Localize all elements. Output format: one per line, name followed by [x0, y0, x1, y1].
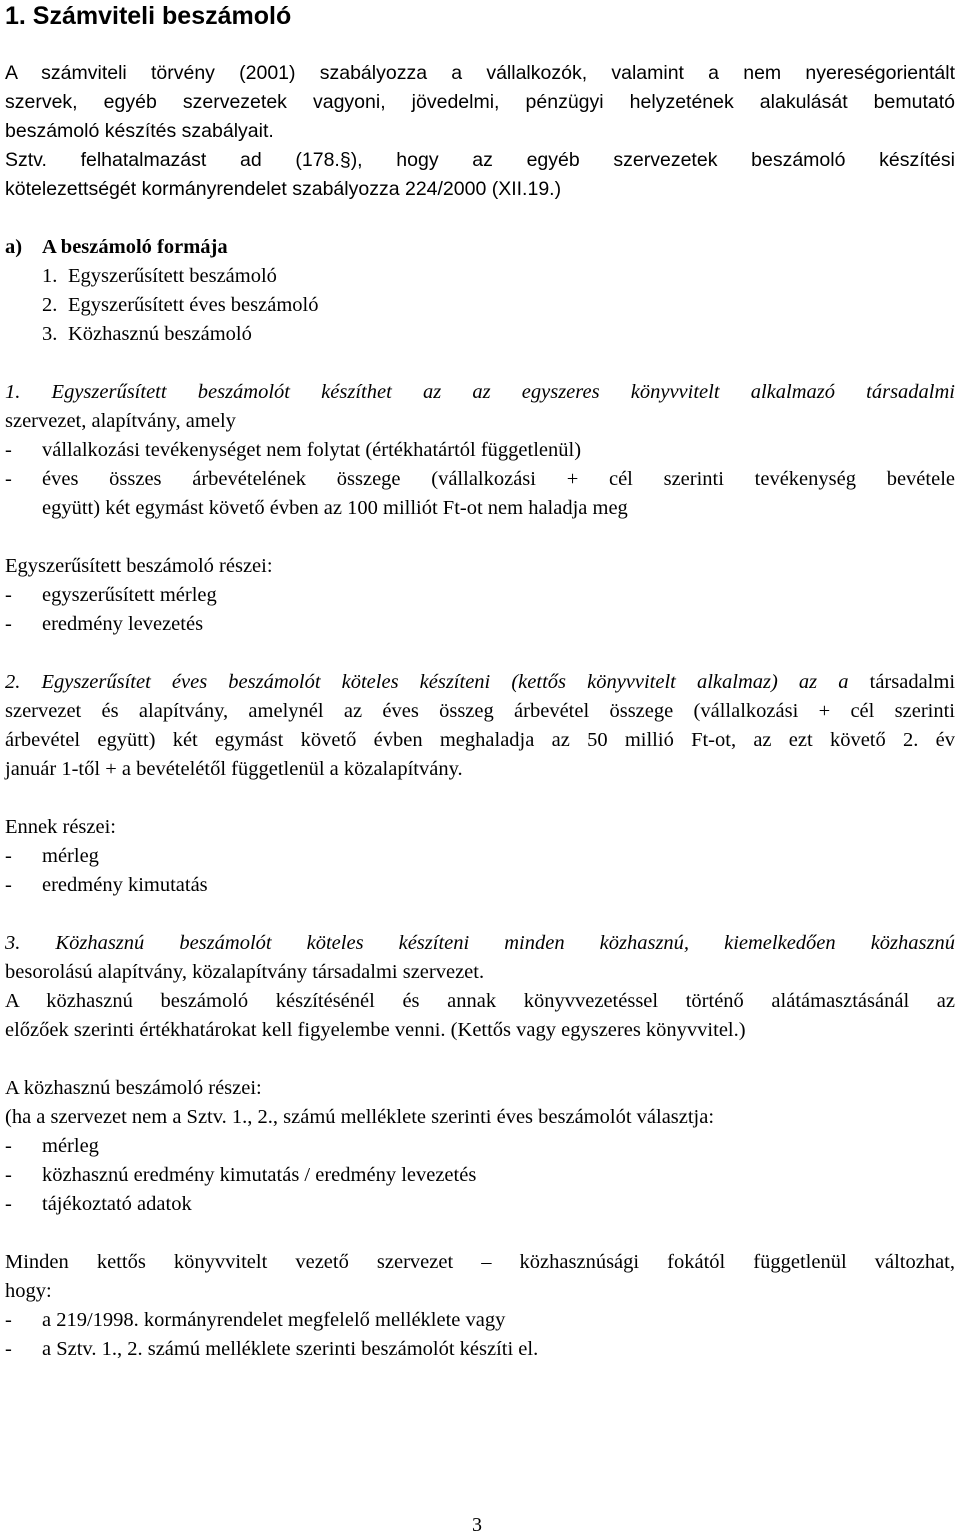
- dash-marker: -: [5, 845, 12, 867]
- intro-line-4: Sztv. felhatalmazást ad (178.§), hogy az egyéb szervezetek beszámoló készítési: [5, 149, 955, 171]
- p4-item-2-text: a Sztv. 1., 2. számú melléklete szerinti beszámolót készíti el.: [42, 1338, 539, 1360]
- dash-marker: -: [5, 584, 12, 606]
- p3-part-2-text: közhasznú eredmény kimutatás / eredmény levezetés: [42, 1164, 477, 1186]
- dash-marker: -: [5, 1193, 12, 1215]
- p1-part-2-text: eredmény levezetés: [42, 613, 204, 635]
- dash-marker: -: [5, 1164, 12, 1186]
- p2-part-2: [5, 871, 208, 900]
- form-item-1: [42, 262, 277, 291]
- p2-part-1-text: mérleg: [42, 845, 99, 867]
- p3-line-2: besorolású alapítvány, közalapítvány társadalmi szervezet.: [5, 961, 485, 983]
- p1-bullet-1-text: vállalkozási tevékenységet nem folytat (értékhatártól függetlenül): [42, 439, 582, 461]
- p1-part-1-text: egyszerűsített mérleg: [42, 584, 217, 606]
- p1-bullet-2-cont: együtt) két egymást követő évben az 100 milliót Ft-ot nem haladja meg: [42, 497, 628, 519]
- p3-part-1: [5, 1132, 99, 1161]
- section-title: 1. Számviteli beszámoló: [5, 2, 292, 30]
- section-a-title: A beszámoló formája: [42, 236, 228, 258]
- form-item-2: [42, 291, 318, 320]
- intro-line-2: szervek, egyéb szervezetek vagyoni, jövedelmi, pénzügyi helyzetének alakulását bemutató: [5, 91, 955, 113]
- p2-line-4: január 1-től + a bevételétől függetlenül a közalapítvány.: [5, 758, 463, 780]
- dash-marker: -: [5, 1338, 12, 1360]
- intro-line-3: beszámoló készítés szabályait.: [5, 120, 274, 142]
- p1-parts-heading: Egyszerűsített beszámoló részei:: [5, 555, 273, 577]
- intro-line-1: A számviteli törvény (2001) szabályozza a vállalkozók, valamint a nem nyereségorientált: [5, 62, 955, 84]
- p3-parts-sub: (ha a szervezet nem a Sztv. 1., 2., számú melléklete szerinti éves beszámolót választja:: [5, 1106, 715, 1128]
- p2-line-1-italic: 2. Egyszerűsítet éves beszámolót köteles készíteni (kettős könyvvitelt alkalmaz) az a: [5, 671, 849, 693]
- dash-marker: -: [5, 613, 12, 635]
- p2-part-1: [5, 842, 99, 871]
- p1-bullet-2-text: éves összes árbevételének összege (vállalkozási + cél szerinti tevékenység bevétele: [42, 468, 955, 490]
- p1-bullet-2: [5, 465, 955, 494]
- p3-line-3: A közhasznú beszámoló készítésénél és annak könyvvezetéssel történő alátámasztásánál az: [5, 990, 955, 1012]
- form-item-1-num: 1.: [42, 265, 58, 287]
- p2-line-2: szervezet és alapítvány, amelynél az éves összeg árbevétel összege (vállalkozási + cél szerinti: [5, 700, 955, 722]
- p1-bullet-1: [5, 436, 581, 465]
- p2-line-1: [5, 668, 955, 697]
- dash-marker: -: [5, 1309, 12, 1331]
- form-item-1-label: Egyszerűsített beszámoló: [68, 265, 277, 287]
- p1-line-2: szervezet, alapítvány, amely: [5, 410, 236, 432]
- p4-item-1-text: a 219/1998. kormányrendelet megfelelő melléklete vagy: [42, 1309, 506, 1331]
- p3-part-1-text: mérleg: [42, 1135, 99, 1157]
- form-item-3-label: Közhasznú beszámoló: [68, 323, 252, 345]
- form-item-2-num: 2.: [42, 294, 58, 316]
- p4-item-1: [5, 1306, 505, 1335]
- p3-part-3-text: tájékoztató adatok: [42, 1193, 192, 1215]
- p2-parts-heading: Ennek részei:: [5, 816, 116, 838]
- p2-line-1-rest: társadalmi: [869, 671, 956, 693]
- dash-marker: -: [5, 439, 12, 461]
- page-number: 3: [472, 1514, 482, 1536]
- form-item-2-label: Egyszerűsített éves beszámoló: [68, 294, 319, 316]
- p3-part-3: [5, 1190, 192, 1219]
- p1-part-2: [5, 610, 203, 639]
- dash-marker: -: [5, 468, 12, 490]
- p4-line-1: Minden kettős könyvvitelt vezető szervezet – közhasznúsági fokától függetlenül változhat,: [5, 1251, 955, 1273]
- form-item-3-num: 3.: [42, 323, 58, 345]
- section-a-marker: a): [5, 236, 23, 258]
- dash-marker: -: [5, 874, 12, 896]
- p3-line-1: 3. Közhasznú beszámolót köteles készíteni minden közhasznú, kiemelkedően közhasznú: [5, 932, 955, 954]
- form-item-3: [42, 320, 252, 349]
- p2-part-2-text: eredmény kimutatás: [42, 874, 208, 896]
- p4-item-2: [5, 1335, 538, 1364]
- p1-part-1: [5, 581, 217, 610]
- p2-line-3: árbevétel együtt) két egymást követő évben meghaladja az 50 millió Ft-ot, az ezt követő 2. év: [5, 729, 955, 751]
- section-a-heading: [5, 233, 228, 262]
- p3-line-4: előzőek szerinti értékhatárokat kell figyelembe venni. (Kettős vagy egyszeres könyvvitel.): [5, 1019, 746, 1041]
- p3-parts-heading: A közhasznú beszámoló részei:: [5, 1077, 262, 1099]
- dash-marker: -: [5, 1135, 12, 1157]
- p4-line-2: hogy:: [5, 1280, 52, 1302]
- p1-line-1: 1. Egyszerűsített beszámolót készíthet az az egyszeres könyvvitelt alkalmazó társadalmi: [5, 381, 955, 403]
- p3-part-2: [5, 1161, 476, 1190]
- intro-line-5: kötelezettségét kormányrendelet szabályozza 224/2000 (XII.19.): [5, 178, 562, 200]
